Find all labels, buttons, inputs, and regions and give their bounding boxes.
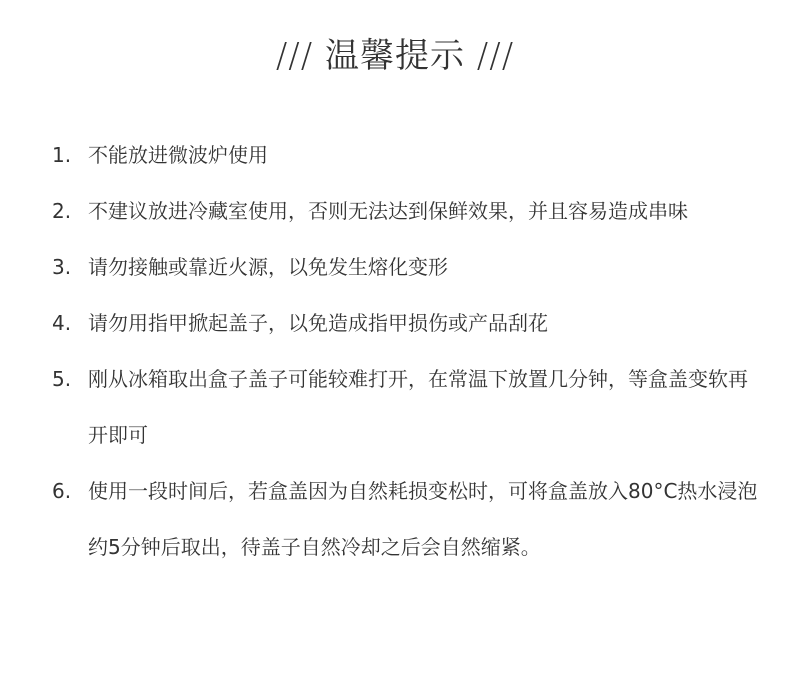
tips-list — [52, 127, 762, 575]
tip-text: 请勿接触或靠近火源，以免发生熔化变形 — [88, 255, 448, 279]
tip-number: 2. — [52, 199, 72, 223]
tip-text: 请勿用指甲掀起盖子，以免造成指甲损伤或产品刮花 — [88, 311, 548, 335]
tip-item — [52, 127, 762, 183]
tip-number: 5. — [52, 367, 72, 391]
tip-item — [52, 351, 762, 463]
tip-item — [52, 463, 762, 575]
tip-number: 3. — [52, 255, 72, 279]
tip-text: 不能放进微波炉使用 — [88, 143, 268, 167]
tip-number: 1. — [52, 143, 72, 167]
tip-item — [52, 183, 762, 239]
tip-number: 6. — [52, 479, 72, 503]
tip-item — [52, 295, 762, 351]
tip-text: 不建议放进冷藏室使用，否则无法达到保鲜效果，并且容易造成串味 — [88, 199, 688, 223]
tip-item — [52, 239, 762, 295]
tip-number: 4. — [52, 311, 72, 335]
page-title: /// 温馨提示 /// — [275, 36, 515, 76]
tip-text: 刚从冰箱取出盒子盖子可能较难打开，在常温下放置几分钟，等盒盖变软再开即可 — [88, 367, 748, 447]
tip-text: 使用一段时间后，若盒盖因为自然耗损变松时，可将盒盖放入80°C热水浸泡约5分钟后取出，待盖子自然冷却之后会自然缩紧。 — [88, 479, 758, 559]
